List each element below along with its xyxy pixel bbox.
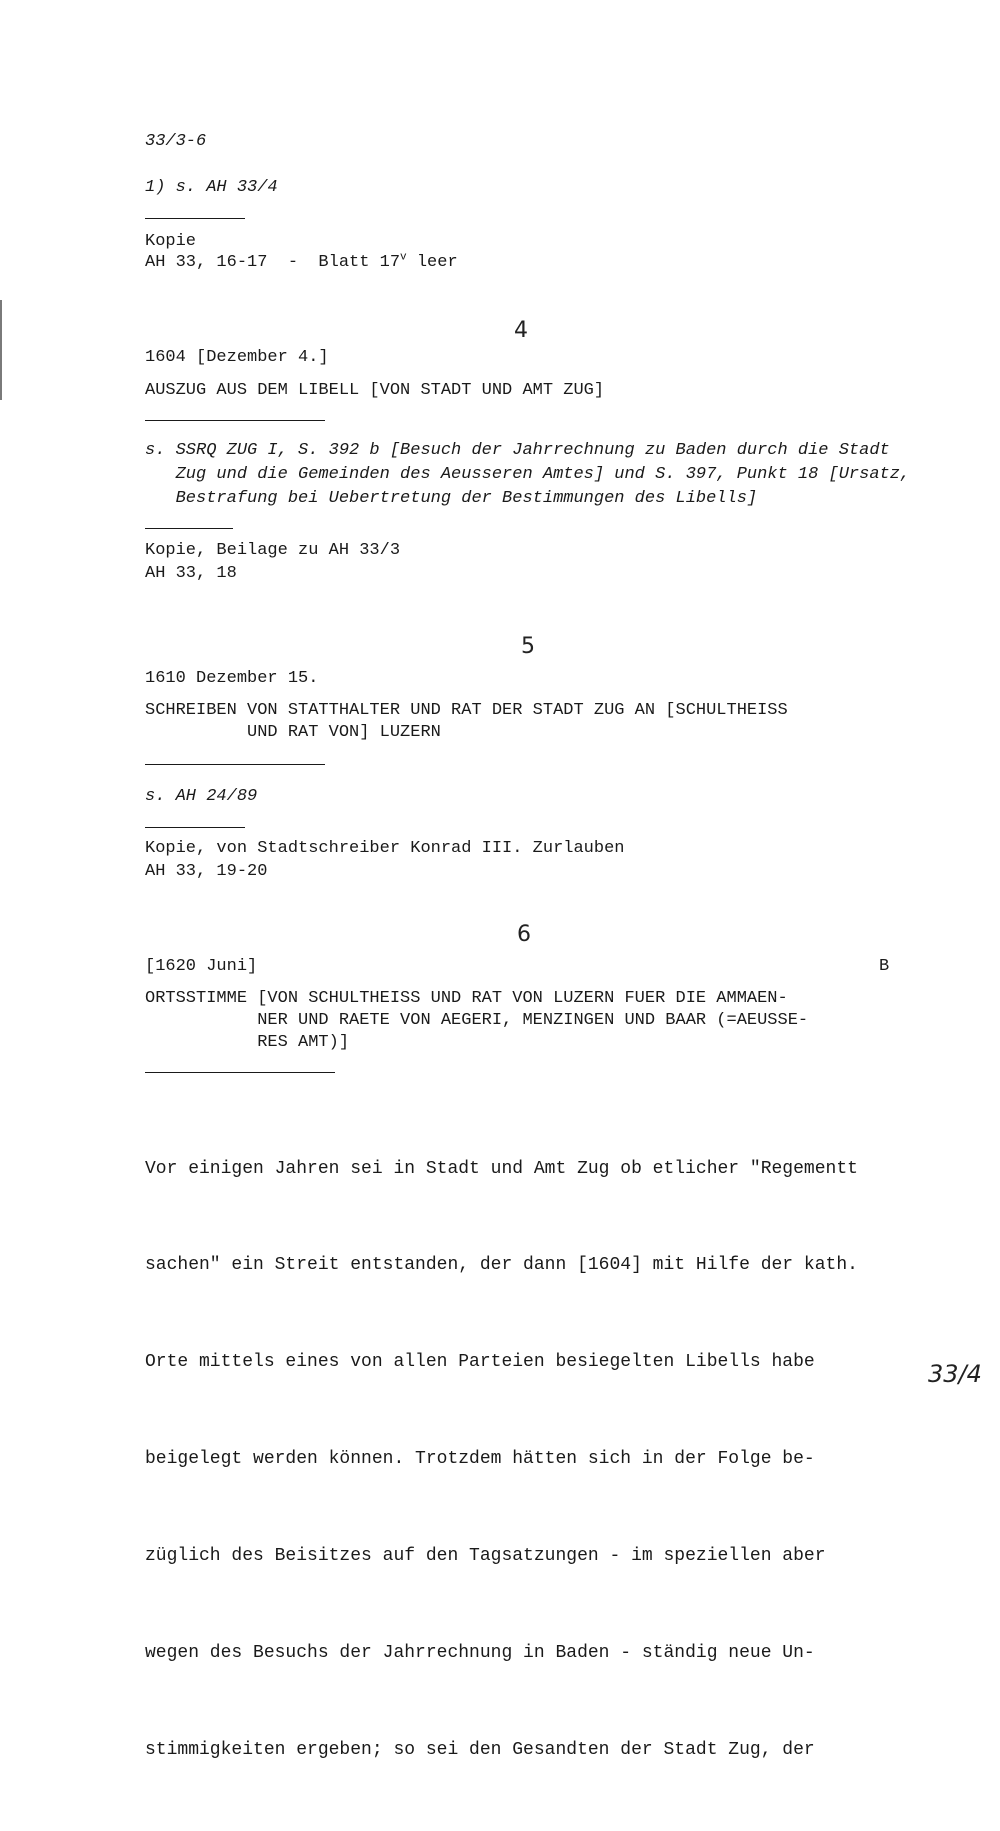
entry-number-6: 6 [517,922,531,947]
entry-5-source: AH 33, 19-20 [145,862,268,881]
entry-6-title-line-1: ORTSSTIMME [VON SCHULTHEISS UND RAT VON LUZERN FUER DIE AMMAEN- [145,989,788,1008]
source-tail: leer [406,253,458,272]
separator-rule [145,764,325,765]
entry-4-ref-line-1: s. SSRQ ZUG I, S. 392 b [Besuch der Jahrrechnung zu Baden durch die Stadt [145,441,890,460]
separator-rule [145,827,245,828]
entry-6-title-line-2: NER UND RAETE VON AEGERI, MENZINGEN UND BAAR (=AEUSSE- [145,1011,809,1030]
page-number: 33/4 [928,1360,982,1388]
source-line [145,253,458,273]
body-line: wegen des Besuchs der Jahrrechnung in Baden - ständig neue Un- [145,1643,815,1664]
entry-number-5: 5 [521,634,535,659]
body-line: stimmigkeiten ergeben; so sei den Gesandten der Stadt Zug, der [145,1739,815,1760]
body-line: Orte mittels eines von allen Parteien besiegelten Libells habe [145,1352,815,1373]
entry-4-ref-line-3: Bestrafung bei Uebertretung der Bestimmungen des Libells] [145,489,758,508]
body-line: züglich des Beisitzes auf den Tagsatzungen - im speziellen aber [145,1546,826,1567]
separator-rule [145,528,233,529]
scan-edge-mark [0,300,8,400]
body-line: Vor einigen Jahren sei in Stadt und Amt Zug ob etlicher "Regementt [145,1158,858,1179]
entry-5-title-line-2: UND RAT VON] LUZERN [145,723,441,742]
copy-label: Kopie [145,232,197,251]
source-text: AH 33, 16-17 - Blatt 17 [145,253,401,272]
entry-4-title: AUSZUG AUS DEM LIBELL [VON STADT UND AMT ZUG] [145,381,605,400]
entry-6-body [145,1088,945,1831]
separator-rule [145,420,325,421]
entry-5-ref: s. AH 24/89 [145,787,258,806]
entry-number-4: 4 [514,318,528,343]
entry-5-date: 1610 Dezember 15. [145,669,319,688]
separator-rule [145,1072,335,1073]
entry-6-marker: B [879,957,890,976]
page-reference: 33/3-6 [145,132,207,151]
entry-5-copy: Kopie, von Stadtschreiber Konrad III. Zurlauben [145,839,625,858]
body-line: sachen" ein Streit entstanden, der dann [1604] mit Hilfe der kath. [145,1255,858,1276]
entry-6-date: [1620 Juni] [145,957,258,976]
source-superscript: v [400,251,407,264]
entry-5-title-line-1: SCHREIBEN VON STATTHALTER UND RAT DER STADT ZUG AN [SCHULTHEISS [145,701,788,720]
entry-4-ref-line-2: Zug und die Gemeinden des Aeusseren Amtes] und S. 397, Punkt 18 [Ursatz, [145,465,911,484]
body-line: beigelegt werden können. Trotzdem hätten sich in der Folge be- [145,1449,815,1470]
entry-4-date: 1604 [Dezember 4.] [145,348,329,367]
entry-6-title-line-3: RES AMT)] [145,1033,350,1052]
entry-4-source: AH 33, 18 [145,564,237,583]
separator-rule [145,218,245,219]
footnote: 1) s. AH 33/4 [145,178,278,197]
entry-4-copy: Kopie, Beilage zu AH 33/3 [145,541,401,560]
